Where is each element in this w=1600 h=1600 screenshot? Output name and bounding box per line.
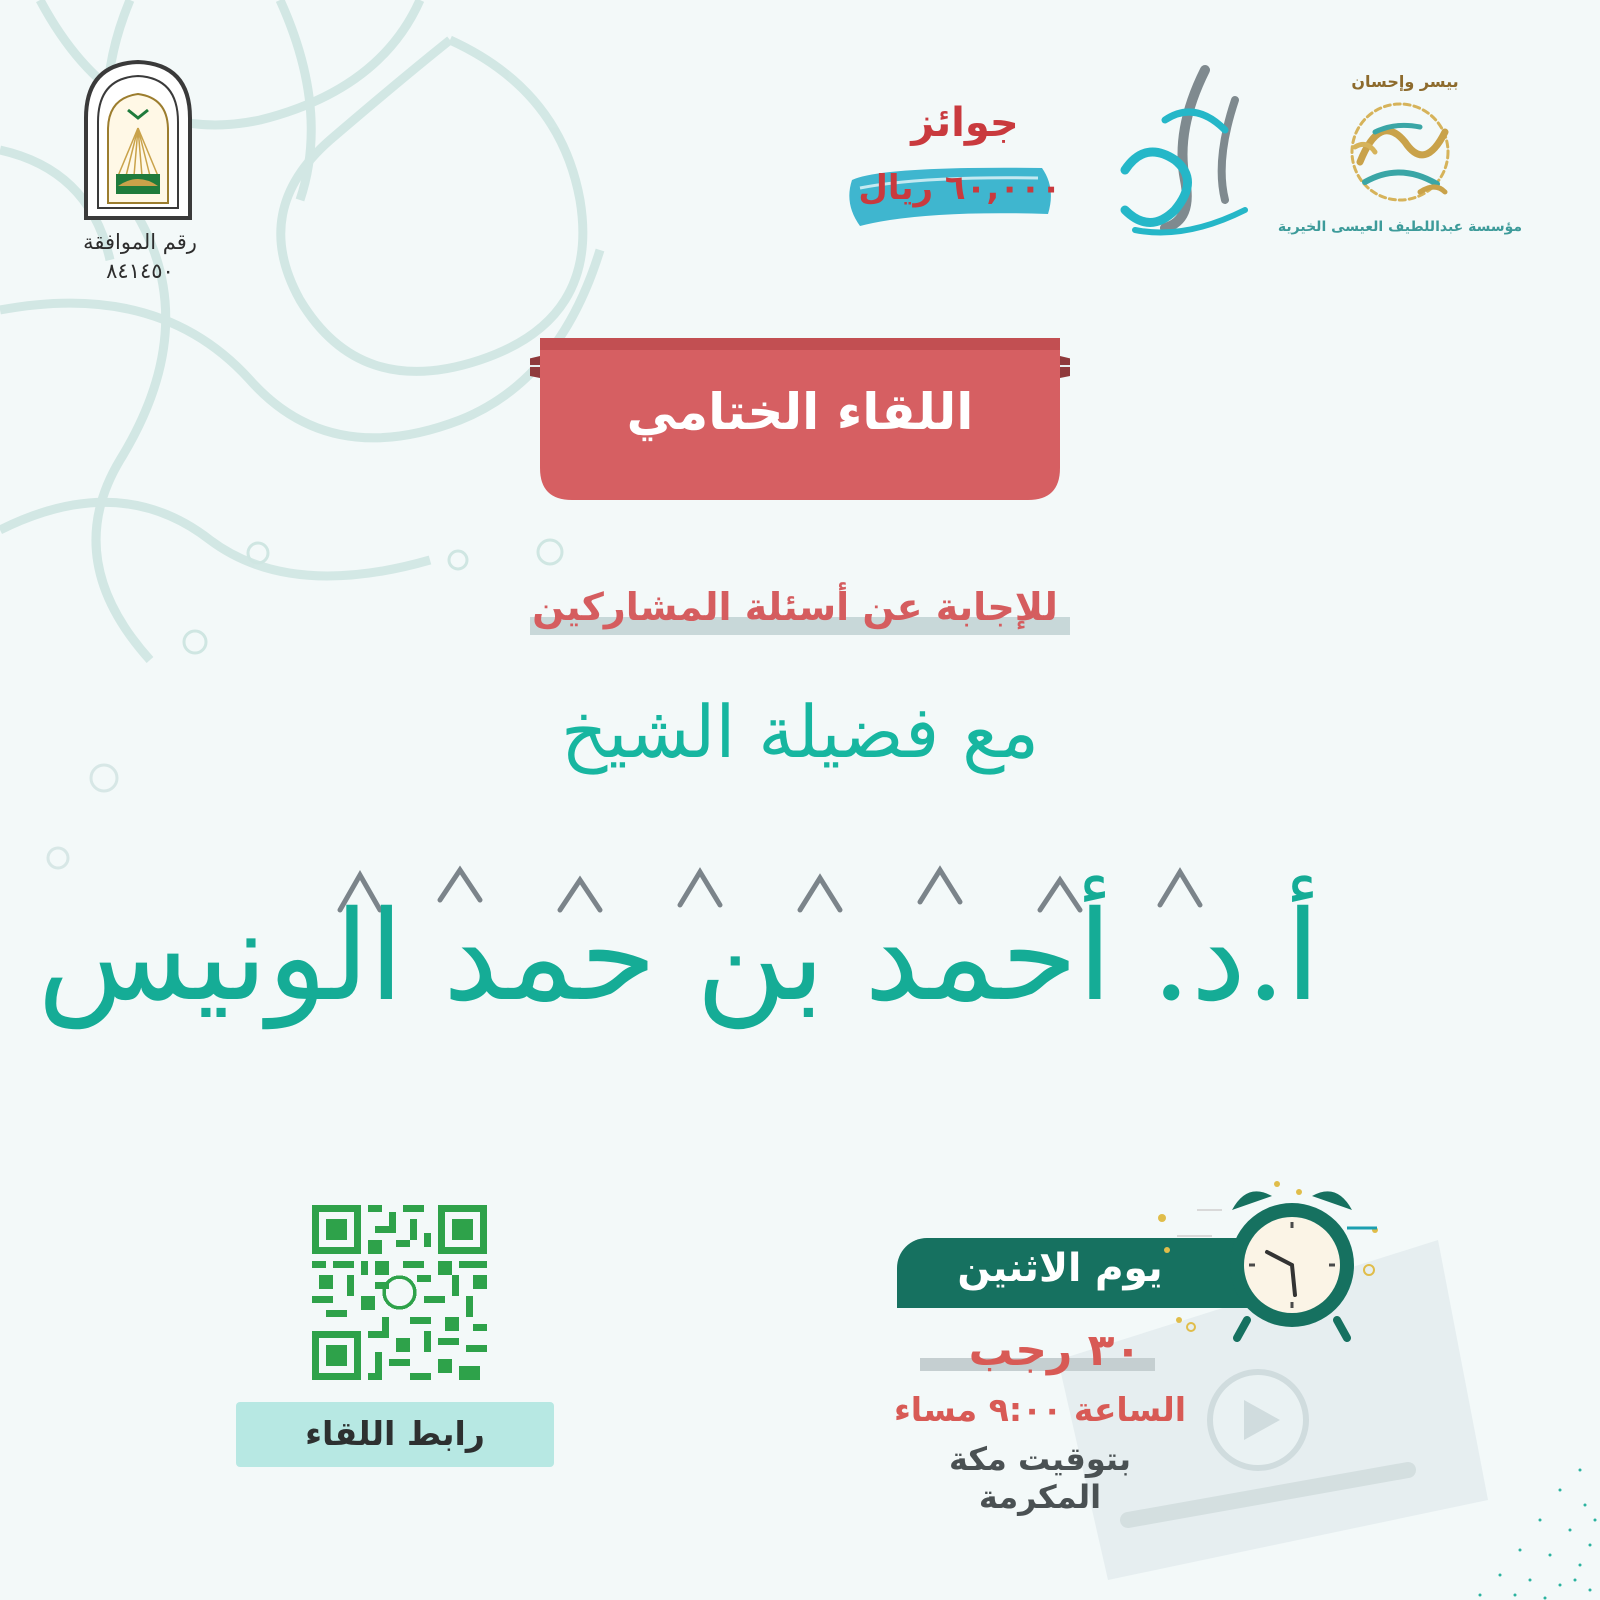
prize-amount: ٦٠,٠٠٠ ريال <box>858 168 1062 208</box>
decor-circles <box>40 740 160 870</box>
foundation-name: مؤسسة عبداللطيف العيسى الخيرية <box>1277 219 1523 235</box>
approval-label: رقم الموافقة <box>83 230 197 254</box>
ministry-emblem-icon <box>78 58 198 223</box>
foundation-tagline: بيسر وإحسان <box>1351 72 1459 91</box>
clock-icon <box>1137 1170 1395 1345</box>
darows-logo <box>1105 60 1265 240</box>
sheikh-name: أ.د. أحمد بن حمد الونيس <box>37 885 1320 1029</box>
timezone-label: بتوقيت مكة المكرمة <box>949 1440 1131 1516</box>
time-label: الساعة ٩:٠٠ مساء <box>893 1390 1187 1429</box>
date-label: ٣٠ رجب <box>968 1325 1142 1376</box>
approval-number <box>70 228 210 286</box>
approval-value: ٨٤١٤٥٠ <box>106 259 174 283</box>
qr-code-icon[interactable] <box>312 1205 487 1380</box>
day-label: يوم الاثنين <box>957 1246 1163 1291</box>
foundation-emblem <box>1325 92 1475 212</box>
prize-title: جوائز <box>911 100 1019 146</box>
meeting-link-label[interactable]: رابط اللقاء <box>305 1414 485 1453</box>
whatsapp-icon <box>384 1277 415 1308</box>
subtitle: للإجابة عن أسئلة المشاركين <box>532 585 1058 629</box>
sheikh-prefix: مع فضيلة الشيخ <box>560 690 1040 774</box>
banner-title: اللقاء الختامي <box>626 383 974 441</box>
dot-texture <box>1430 1450 1600 1600</box>
